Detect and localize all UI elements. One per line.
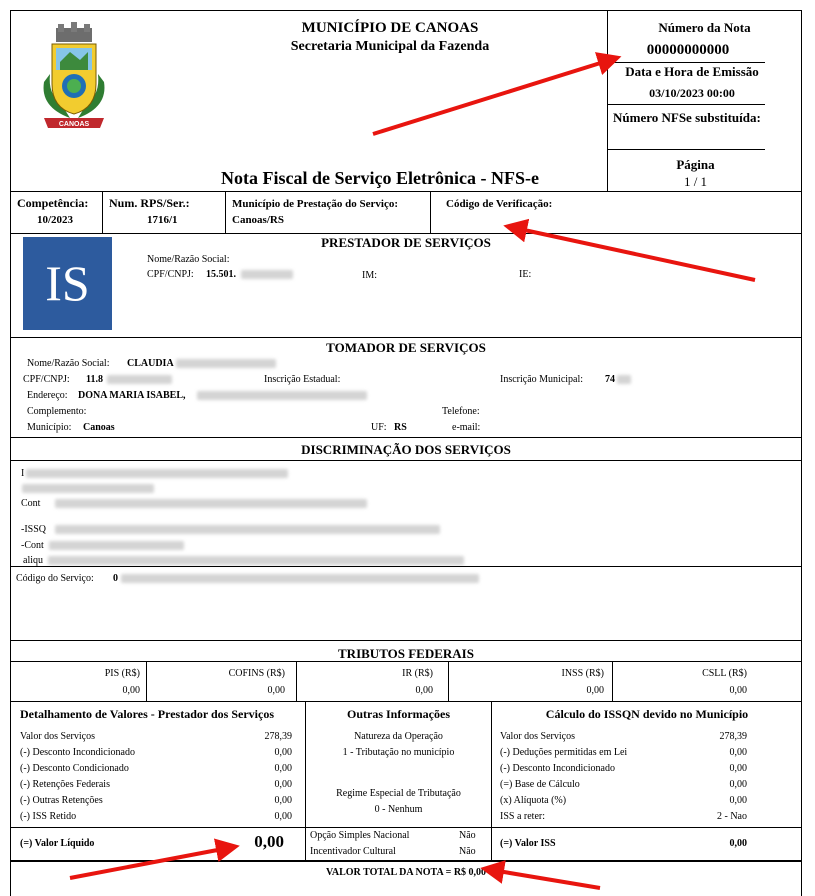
simples-value: Não xyxy=(459,830,476,841)
tomador-title: TOMADOR DE SERVIÇOS xyxy=(326,340,486,355)
arrow-to-note-number xyxy=(373,60,610,134)
prestador-name-label: Nome/Razão Social: xyxy=(147,254,230,265)
cofins-value: 0,00 xyxy=(267,685,285,696)
regime-label: Regime Especial de Tributação xyxy=(336,788,461,799)
secretariat-name: Secretaria Municipal da Fazenda xyxy=(290,39,490,54)
service-text-line-1: I xyxy=(21,468,25,479)
issqn-row-3-label: (=) Base de Cálculo xyxy=(500,779,580,790)
page-label: Página xyxy=(676,157,715,172)
tomador-name-label: Nome/Razão Social: xyxy=(27,358,110,369)
net-value: 0,00 xyxy=(254,832,284,851)
tomador-cpf-label: CPF/CNPJ: xyxy=(23,374,70,385)
tomador-im-label: Inscrição Municipal: xyxy=(500,374,584,385)
det-row-2-label: (-) Desconto Condicionado xyxy=(20,763,129,774)
tomador-address-label: Endereço: xyxy=(27,390,68,401)
issqn-row-5-value: 2 - Nao xyxy=(717,811,747,822)
tomador-uf-label: UF: xyxy=(371,422,387,433)
det-row-5-value: 0,00 xyxy=(274,811,292,822)
csll-label: CSLL (R$) xyxy=(702,668,747,679)
cofins-label: COFINS (R$) xyxy=(228,668,285,679)
det-row-2-value: 0,00 xyxy=(274,763,292,774)
prestador-cnpj-value: 15.501. xyxy=(206,269,236,280)
company-logo: IS xyxy=(23,237,112,330)
iss-value: 0,00 xyxy=(729,838,747,849)
crest-banner-text: CANOAS xyxy=(58,121,90,128)
rps-label: Num. RPS/Ser.: xyxy=(109,196,190,210)
tomador-complement-label: Complemento: xyxy=(27,406,87,417)
tomador-city-label: Município: xyxy=(27,422,72,433)
incentivo-value: Não xyxy=(459,846,476,857)
ir-label: IR (R$) xyxy=(402,668,433,679)
det-row-5-label: (-) ISS Retido xyxy=(20,811,77,822)
tomador-name-value: CLAUDIA xyxy=(127,358,174,369)
service-text-line-3: Cont xyxy=(21,498,41,509)
service-municipality-label: Município de Prestação do Serviço: xyxy=(232,198,398,210)
rps-value: 1716/1 xyxy=(147,214,178,226)
issqn-row-2-label: (-) Desconto Incondicionado xyxy=(500,763,615,774)
issqn-row-0-label: Valor dos Serviços xyxy=(500,731,575,742)
tomador-cpf-value: 11.8 xyxy=(86,374,103,385)
nature-label: Natureza da Operação xyxy=(354,731,443,742)
inss-label: INSS (R$) xyxy=(561,668,604,679)
tomador-email-label: e-mail: xyxy=(452,422,481,433)
issqn-row-3-value: 0,00 xyxy=(729,779,747,790)
emission-value: 03/10/2023 00:00 xyxy=(649,86,735,100)
note-number-value: 00000000000 xyxy=(646,42,730,58)
iss-value-label: (=) Valor ISS xyxy=(500,838,556,849)
csll-value: 0,00 xyxy=(729,685,747,696)
service-code-label: Código do Serviço: xyxy=(16,573,94,584)
verification-code-label: Código de Verificação: xyxy=(446,198,553,210)
service-text-line-6: aliqu xyxy=(23,555,43,566)
det-row-0-value: 278,39 xyxy=(264,731,292,742)
issqn-row-5-label: ISS a reter: xyxy=(500,811,545,822)
pis-label: PIS (R$) xyxy=(104,668,140,679)
inss-value: 0,00 xyxy=(586,685,604,696)
regime-value: 0 - Nenhum xyxy=(374,804,423,815)
emission-label: Data e Hora de Emissão xyxy=(625,64,759,79)
outras-title: Outras Informações xyxy=(347,707,450,721)
total-value: VALOR TOTAL DA NOTA = R$ 0,00 xyxy=(325,867,487,878)
det-row-0-label: Valor dos Serviços xyxy=(20,731,95,742)
competencia-value: 10/2023 xyxy=(37,214,74,226)
arrow-to-verification-code xyxy=(515,228,755,280)
prestador-title: PRESTADOR DE SERVIÇOS xyxy=(321,235,491,250)
det-row-4-label: (-) Outras Retenções xyxy=(20,795,103,806)
municipality-name: MUNICÍPIO DE CANOAS xyxy=(301,20,479,36)
tomador-uf-value: RS xyxy=(394,422,407,433)
ir-value: 0,00 xyxy=(415,685,433,696)
simples-label: Opção Simples Nacional xyxy=(310,830,410,841)
det-row-1-value: 0,00 xyxy=(274,747,292,758)
prestador-ie-label: IE: xyxy=(519,269,532,280)
pis-value: 0,00 xyxy=(122,685,140,696)
note-number-label: Número da Nota xyxy=(658,20,751,35)
service-text-line-4: -ISSQ xyxy=(21,524,47,535)
issqn-row-4-value: 0,00 xyxy=(729,795,747,806)
service-text-line-5: -Cont xyxy=(21,540,44,551)
competencia-label: Competência: xyxy=(17,196,89,210)
arrow-to-total-value xyxy=(492,870,600,888)
tomador-phone-label: Telefone: xyxy=(442,406,480,417)
incentivo-label: Incentivador Cultural xyxy=(310,846,396,857)
arrow-to-net-value xyxy=(70,848,228,878)
issqn-title: Cálculo do ISSQN devido no Município xyxy=(545,707,749,721)
service-municipality-value: Canoas/RS xyxy=(232,214,284,226)
discriminacao-title: DISCRIMINAÇÃO DOS SERVIÇOS xyxy=(301,442,511,457)
page-value: 1 / 1 xyxy=(683,174,708,189)
issqn-row-1-label: (-) Deduções permitidas em Lei xyxy=(500,747,628,758)
tomador-address-value: DONA MARIA ISABEL, xyxy=(78,390,186,401)
net-value-label: (=) Valor Líquido xyxy=(20,838,95,849)
det-row-4-value: 0,00 xyxy=(274,795,292,806)
document-title: Nota Fiscal de Serviço Eletrônica - NFS-e xyxy=(221,168,539,188)
federal-title: TRIBUTOS FEDERAIS xyxy=(338,646,474,661)
replaced-note-label: Número NFSe substituída: xyxy=(613,110,761,125)
issqn-row-4-label: (x) Alíquota (%) xyxy=(500,795,567,806)
tomador-ie-label: Inscrição Estadual: xyxy=(264,374,341,385)
issqn-row-0-value: 278,39 xyxy=(719,731,747,742)
det-row-3-label: (-) Retenções Federais xyxy=(20,779,110,790)
tomador-city-value: Canoas xyxy=(83,422,115,433)
prestador-im-label: IM: xyxy=(362,270,377,281)
issqn-row-1-value: 0,00 xyxy=(729,747,747,758)
nature-value: 1 - Tributação no município xyxy=(342,747,455,758)
det-row-3-value: 0,00 xyxy=(274,779,292,790)
issqn-row-2-value: 0,00 xyxy=(729,763,747,774)
prestador-cnpj-label: CPF/CNPJ: xyxy=(147,269,194,280)
detalhamento-title: Detalhamento de Valores - Prestador dos Serviços xyxy=(20,707,274,721)
det-row-1-label: (-) Desconto Incondicionado xyxy=(20,747,135,758)
service-code-value: 0 xyxy=(113,573,118,584)
tomador-im-value: 74 xyxy=(605,374,615,385)
